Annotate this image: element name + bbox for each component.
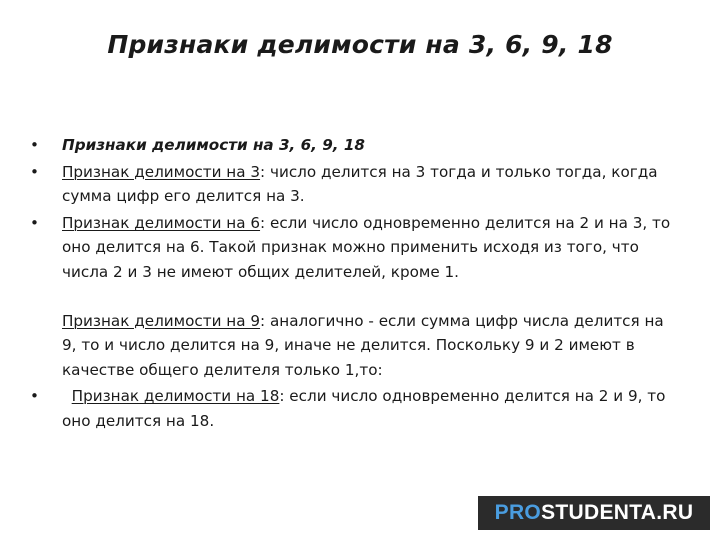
paragraph-gap [62, 285, 682, 309]
rule-3-term: Признак делимости на 3 [62, 162, 261, 181]
slide-title: Признаки делимости на 3, 6, 9, 18 [107, 30, 613, 59]
rule-18-term: Признак делимости на 18 [71, 387, 280, 406]
watermark-accent: PRO [494, 501, 542, 524]
bullet-item-rule-6-9 [30, 211, 682, 383]
bullet-item-heading [30, 133, 682, 158]
bullet-list [30, 133, 682, 436]
bullet-icon: • [30, 136, 39, 154]
bullet-item-rule-18 [30, 384, 682, 433]
watermark-rest: STUDENTA.RU [541, 501, 694, 524]
rule-9-text: : аналогично - если сумма цифр числа делится на 9, то и число делится на 9, иначе не делится. Поскольку 9 и 2 имеют в качестве общего делителя только 1,то: [62, 311, 664, 379]
rule-6-term: Признак делимости на 6 [62, 213, 261, 232]
site-watermark [478, 496, 710, 530]
rule-3-text: : число делится на 3 тогда и только тогда, когда сумма цифр его делится на 3. [62, 162, 658, 206]
bullet-icon: • [30, 162, 39, 181]
bullet-icon: • [30, 213, 39, 232]
bullet-icon: • [30, 387, 39, 406]
rule-18-text: : если число одновременно делится на 2 и 9, то оно делится на 18. [62, 387, 666, 430]
rule-9-term: Признак делимости на 9 [62, 311, 261, 330]
rule-6-text: : если число одновременно делится на 2 и на 3, то оно делится на 6. Такой признак можно применить исходя из того, что числа 2 и 3 не имеют общих делителей, кроме 1. [62, 213, 671, 281]
bullet-item-rule-3 [30, 160, 682, 209]
bullet-heading-text: Признаки делимости на 3, 6, 9, 18 [62, 136, 365, 154]
